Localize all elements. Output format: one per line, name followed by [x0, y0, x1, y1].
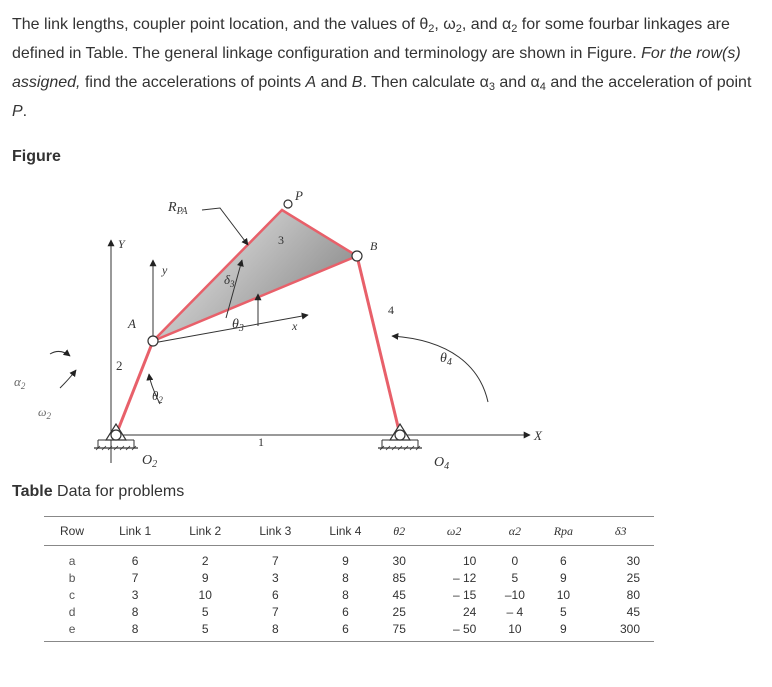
cell: 7	[271, 604, 279, 619]
theta4-label: $\theta_4$	[440, 351, 452, 368]
table-row	[44, 546, 654, 570]
p-label: P	[295, 188, 303, 203]
cell: 25	[626, 570, 640, 585]
cell: 30	[392, 553, 406, 568]
cell: 30	[626, 553, 640, 568]
pin-b	[352, 251, 362, 261]
cell: 10	[556, 587, 571, 602]
link4-label: 4	[388, 303, 394, 317]
X-label: X	[534, 428, 542, 443]
col-theta2: θ2	[381, 517, 418, 546]
cell: 8	[342, 587, 349, 602]
cell: 10	[462, 553, 477, 568]
table-row	[44, 586, 654, 603]
table-caption: Table Data for problems	[12, 483, 185, 500]
cell: 5	[170, 620, 240, 642]
cell: 5	[201, 604, 209, 619]
cell: 6	[560, 553, 567, 568]
o2-label: $O_2$	[142, 453, 158, 470]
a-label: A	[128, 316, 136, 331]
link2-label: 2	[116, 358, 123, 373]
cell: 9	[201, 570, 209, 585]
delta3-label: $\delta_3$	[224, 272, 235, 289]
cell: – 4	[506, 604, 524, 619]
cell: 5	[560, 604, 567, 619]
o4-label: $O_4$	[434, 455, 450, 472]
col-link3: Link 3	[240, 517, 310, 546]
cell: 6	[342, 604, 349, 619]
link1-label: 1	[258, 435, 264, 449]
coupler-link-3	[153, 210, 357, 341]
cell: b	[68, 570, 76, 585]
cell: d	[68, 604, 76, 619]
cell: e	[44, 620, 100, 642]
cell: – 50	[418, 620, 490, 642]
cell: 85	[392, 570, 406, 585]
alpha2-label: $\alpha_2$	[14, 374, 26, 391]
table-row	[44, 603, 654, 620]
figure-heading: Figure	[12, 148, 61, 165]
cell: 80	[626, 587, 640, 602]
ground-o4	[378, 424, 422, 450]
omega2-arrow	[60, 370, 76, 388]
cell: 5	[511, 570, 519, 585]
cell: c	[69, 587, 76, 602]
cell: 3	[271, 570, 279, 585]
rpa-label: $R_{PA}$	[168, 200, 188, 217]
data-table	[44, 516, 654, 642]
cell: 24	[462, 604, 477, 619]
cell: 8	[240, 620, 310, 642]
alpha2-arrow	[50, 351, 70, 356]
cell: 8	[131, 604, 139, 619]
cell: 25	[392, 604, 406, 619]
theta4-arc	[392, 336, 488, 402]
col-alpha2: α2	[490, 517, 539, 546]
col-link4: Link 4	[310, 517, 380, 546]
x-label: x	[292, 319, 298, 333]
cell: 300	[587, 620, 654, 642]
col-link1: Link 1	[100, 517, 170, 546]
problem-statement: The link lengths, coupler point location, and the values of $\theta_2$, $\omega_2$, and $\alpha_2$ for some fourbar linkages are defined in Table. The general linkage configuration and terminology are shown in Figure. For the row(s) assigned, find the accelerations of points A and B. Then calculate $\alpha_3$ and $\alpha_4$ and the acceleration of point P.	[12, 16, 752, 120]
cell: a	[68, 553, 76, 568]
col-row: Row	[44, 517, 100, 546]
omega2-label: $\omega_2$	[38, 405, 51, 421]
col-omega2: ω2	[418, 517, 490, 546]
col-link2: Link 2	[170, 517, 240, 546]
cell: 8	[342, 570, 349, 585]
Y-label: Y	[118, 237, 125, 251]
cell: 45	[392, 587, 406, 602]
point-p	[284, 200, 292, 208]
cell: 10	[198, 587, 212, 602]
pin-a	[148, 336, 158, 346]
cell: 8	[100, 620, 170, 642]
link-4	[357, 256, 400, 435]
cell: 3	[131, 587, 139, 602]
cell: 75	[381, 620, 418, 642]
cell: 2	[201, 553, 209, 568]
cell: 45	[626, 604, 640, 619]
cell: 6	[310, 620, 380, 642]
col-delta3: δ3	[587, 517, 654, 546]
cell: 7	[271, 553, 279, 568]
link-2	[116, 341, 153, 435]
ground-o2	[94, 424, 138, 450]
cell: 7	[131, 570, 139, 585]
rpa-leader	[202, 208, 248, 245]
y-label: y	[162, 263, 168, 277]
cell: 0	[511, 553, 519, 568]
fourbar-linkage-figure	[10, 178, 555, 478]
cell: 6	[131, 553, 139, 568]
cell: 9	[560, 570, 567, 585]
theta2-label: $\theta_2$	[152, 388, 163, 405]
cell: – 15	[452, 587, 477, 602]
cell: 10	[490, 620, 539, 642]
cell: 6	[271, 587, 279, 602]
table-row	[44, 620, 654, 642]
cell: –10	[504, 587, 525, 602]
cell: 9	[342, 553, 349, 568]
col-rpa: Rpa	[539, 517, 587, 546]
cell: 9	[539, 620, 587, 642]
table-row	[44, 569, 654, 586]
cell: – 12	[452, 570, 477, 585]
table-header-row	[44, 517, 654, 546]
link3-label: 3	[278, 233, 284, 247]
theta3-label: $\theta_3$	[232, 317, 244, 334]
b-label: B	[370, 239, 378, 253]
